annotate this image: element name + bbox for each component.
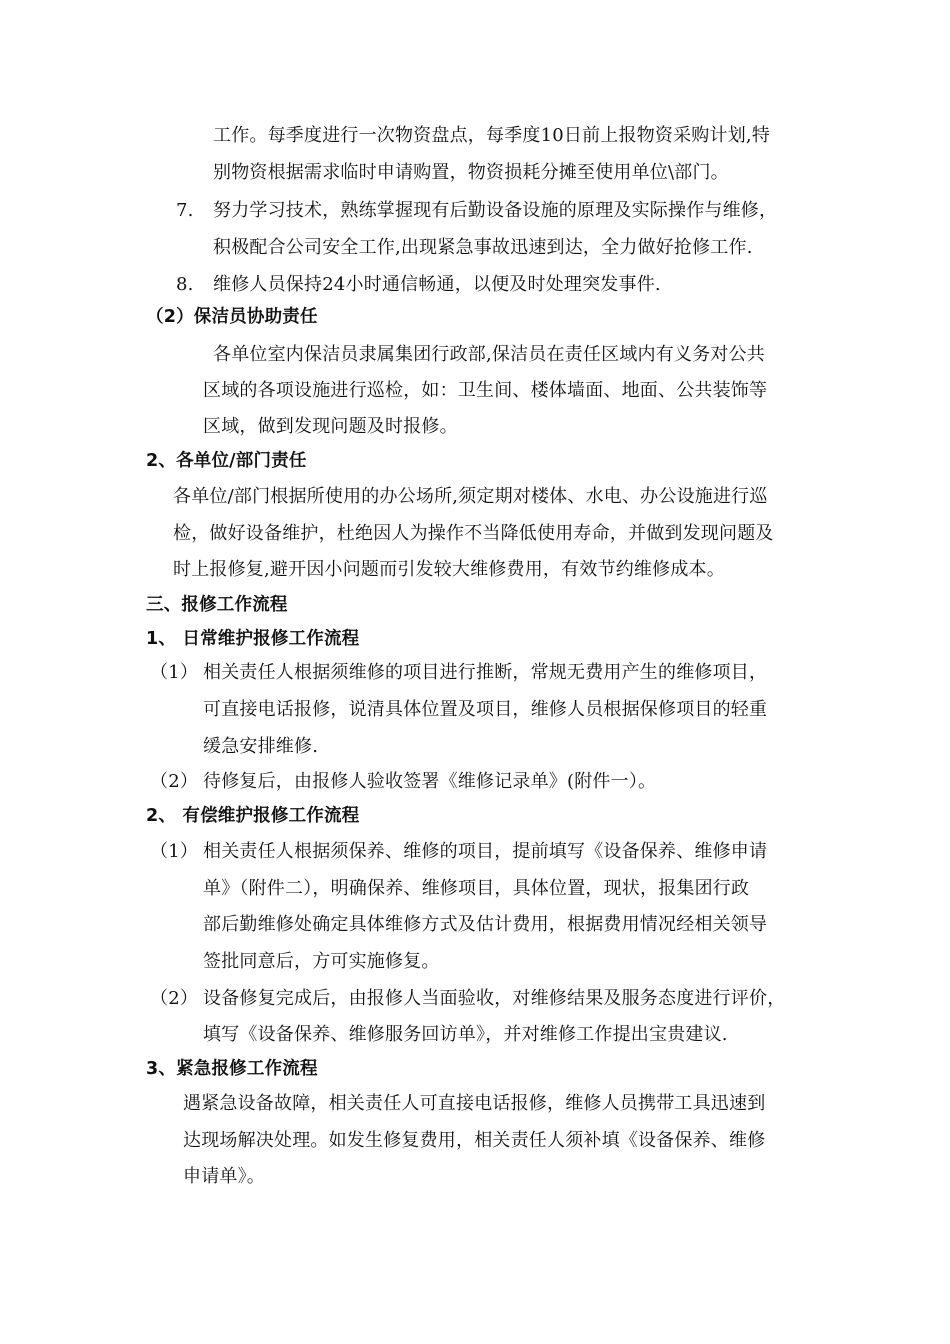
item-number: （1）: [150, 841, 199, 862]
item-number: 8.: [176, 274, 194, 295]
paragraph-line: 可直接电话报修，说清具体位置及项目，维修人员根据保修项目的轻重: [203, 699, 768, 720]
paragraph-line: 相关责任人根据须保养、维修的项目，提前填写《设备保养、维修申请: [203, 841, 768, 862]
paragraph-line: 检，做好设备维护，杜绝因人为操作不当降低使用寿命，并做到发现问题及: [173, 523, 774, 544]
paragraph-line: 努力学习技术，熟练掌握现有后勤设备设施的原理及实际操作与维修，: [213, 200, 778, 221]
paragraph-line: 各单位室内保洁员隶属集团行政部,保洁员在责任区域内有义务对公共: [213, 344, 765, 365]
paragraph-line: 维修人员保持24小时通信畅通，以便及时处理突发事件.: [213, 274, 661, 295]
item-number: 7.: [176, 200, 194, 221]
item-number: （2）: [150, 988, 199, 1009]
paragraph-line: 各单位/部门根据所使用的办公场所,须定期对楼体、水电、办公设施进行巡: [173, 486, 768, 507]
section-heading: （2）保洁员协助责任: [146, 307, 318, 327]
paragraph-line: 设备修复完成后，由报修人当面验收，对维修结果及服务态度进行评价，: [203, 988, 786, 1009]
paragraph-line: 缓急安排维修.: [203, 736, 319, 757]
section-heading: 1、 日常维护报修工作流程: [146, 629, 360, 649]
paragraph-line: 区域的各项设施进行巡检，如：卫生间、楼体墙面、地面、公共装饰等: [203, 380, 768, 401]
chapter-heading: 三、报修工作流程: [146, 595, 288, 615]
item-number: （1）: [150, 662, 199, 683]
section-heading: 3、紧急报修工作流程: [146, 1059, 318, 1079]
paragraph-line: 签批同意后，方可实施修复。: [203, 951, 440, 972]
paragraph-line: 填写《设备保养、维修服务回访单》，并对维修工作提出宝贵建议.: [203, 1024, 728, 1045]
paragraph-line: 达现场解决处理。如发生修复费用，相关责任人须补填《设备保养、维修: [183, 1130, 766, 1151]
paragraph-line: 区域，做到发现问题及时报修。: [203, 416, 458, 437]
section-heading: 2、各单位/部门责任: [146, 451, 307, 471]
paragraph-line: 时上报修复,避开因小问题而引发较大维修费用，有效节约维修成本。: [173, 559, 725, 580]
paragraph-line: 待修复后，由报修人验收签署《维修记录单》(附件一）。: [203, 771, 657, 792]
item-number: （2）: [150, 771, 199, 792]
paragraph-line: 部后勤维修处确定具体维修方式及估计费用，根据费用情况经相关领导: [203, 914, 768, 935]
paragraph-line: 别物资根据需求临时申请购置，物资损耗分摊至使用单位\部门。: [213, 162, 729, 183]
paragraph-line: 相关责任人根据须维修的项目进行推断，常规无费用产生的维修项目，: [203, 662, 768, 683]
paragraph-line: 遇紧急设备故障，相关责任人可直接电话报修，维修人员携带工具迅速到: [183, 1093, 766, 1114]
paragraph-line: 单》（附件二），明确保养、维修项目，具体位置，现状，报集团行政: [203, 878, 750, 899]
paragraph-line: 申请单》。: [183, 1166, 265, 1187]
paragraph-line: 积极配合公司安全工作,出现紧急事故迅速到达，全力做好抢修工作.: [213, 237, 753, 258]
section-heading: 2、 有偿维护报修工作流程: [146, 806, 360, 826]
paragraph-line: 工作。每季度进行一次物资盘点，每季度10日前上报物资采购计划,特: [213, 125, 771, 146]
